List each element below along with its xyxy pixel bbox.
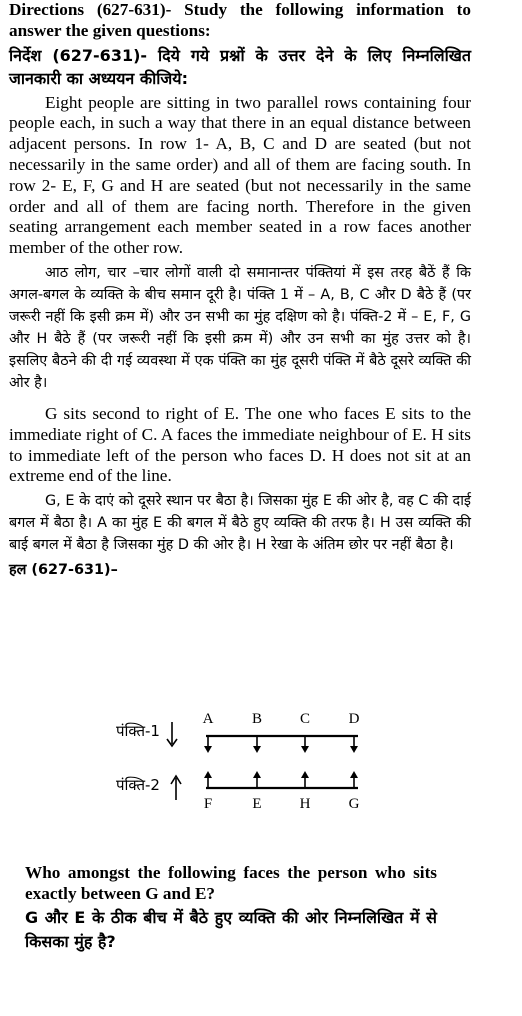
down-arrow-icon	[253, 736, 261, 753]
passage-english-2: G sits second to right of E. The one who faces E sits to the immediate right of C. A faces the immediate neighbour of E. H sits to immediate left of the person who faces D. H does not sit at an extreme end of the line.	[9, 403, 471, 486]
down-arrow-icon	[204, 736, 212, 753]
up-arrow-icon	[350, 771, 358, 788]
up-arrow-icon	[301, 771, 309, 788]
row1-people	[203, 711, 360, 753]
down-arrow-icon	[301, 736, 309, 753]
row2-person-h: H	[299, 796, 311, 812]
row2-direction-arrow-icon	[171, 776, 181, 800]
up-arrow-icon	[204, 771, 212, 788]
row2-person-g: G	[348, 796, 360, 812]
row2-label: पंक्ति-2	[116, 776, 160, 794]
up-arrow-icon	[253, 771, 261, 788]
directions-english: Directions (627-631)- Study the following information to answer the given questions:	[9, 0, 471, 40]
row1-person-a: A	[202, 711, 214, 727]
passage-hindi-1: आठ लोग, चार –चार लोगों वाली दो समानान्तर पंक्तियां में इस तरह बैठें हैं कि अगल-बगल के व्यक्ति के बीच समान दूरी है। पंक्ति 1 में – A, B, C और D बैठे हैं (पर जरूरी नहीं कि इसी क्रम में) और उन सभी का मुंह दक्षिण को है। पंक्ति-2 में – E, F, G और H बैठे हैं (पर जरूरी नहीं कि इसी क्रम में) और उन सभी का मुंह उत्तर को है। इसलिए बैठने की दी गई व्यवस्था में एक पंक्ति का मुंह दूसरी पंक्ति में बैठे दूसरे व्यक्ति की ओर है।	[9, 264, 471, 391]
row2-person-e: E	[252, 796, 262, 812]
passage-english-1: Eight people are sitting in two parallel rows containing four people each, in such a way that there in an equal distance between adjacent persons. In row 1- A, B, C and D are seated (but not necessarily in the same order) and all of them are facing south. In row 2- E, F, G and H are seated (but not necessarily in the same order and all of them are facing north. Therefore in the given seating arrangement each member seated in a row faces another member of the other row.	[9, 92, 471, 258]
row2-person-f: F	[203, 796, 213, 812]
passage-hindi-2: G, E के दाएं को दूसरे स्थान पर बैठा है। जिसका मुंह E की ओर है, वह C की दाई बगल में बैठा है। A का मुंह E की बगल में बैठे हुए व्यक्ति की तरफ है। H उस व्यक्ति की बाई बगल में बैठा है जिसका मुंह D की ओर है। H रेखा के अंतिम छोर पर नहीं बैठा है।	[9, 493, 471, 554]
solution-heading: हल (627-631)–	[9, 562, 118, 579]
question-hindi: G और E के ठीक बीच में बैठे हुए व्यक्ति की ओर निम्नलिखित में से किसका मुंह है?	[25, 908, 437, 951]
directions-hindi: निर्देश (627-631)- दिये गये प्रश्नों के उत्तर देने के लिए निम्नलिखित जानकारी का अध्ययन कीजिये:	[9, 45, 471, 88]
down-arrow-icon	[350, 736, 358, 753]
row2-people	[204, 771, 360, 812]
row1-direction-arrow-icon	[167, 722, 177, 746]
question-block	[25, 862, 437, 954]
row1-person-c: C	[299, 711, 311, 727]
row1-person-d: D	[348, 711, 360, 727]
row1-label: पंक्ति-1	[116, 722, 160, 740]
row1-person-b: B	[251, 711, 263, 727]
question-english: Who amongst the following faces the person who sits exactly between G and E?	[25, 863, 437, 903]
